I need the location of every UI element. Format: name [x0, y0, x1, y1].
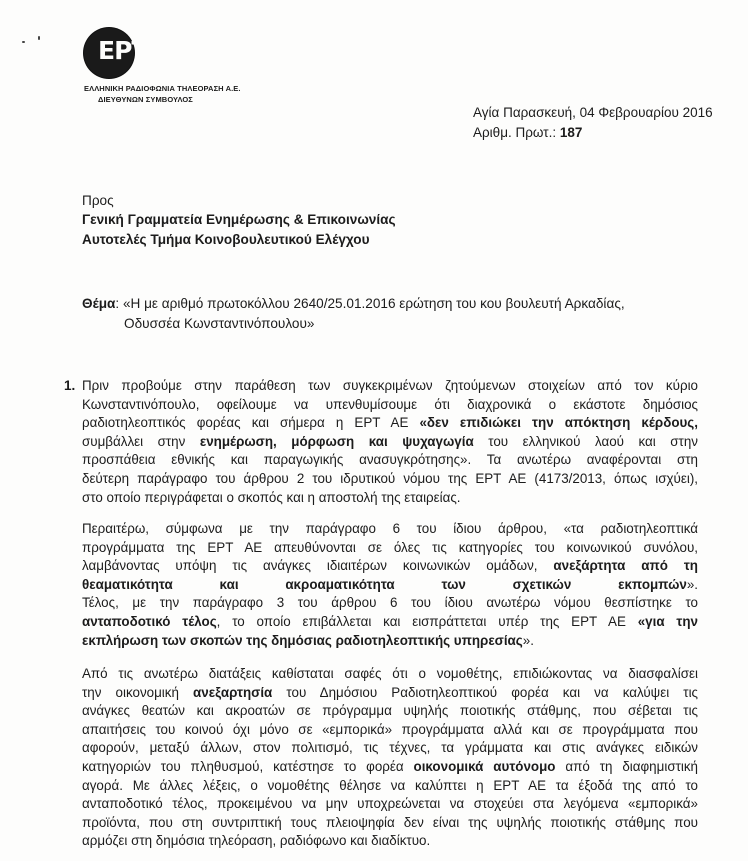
subject-line-2: Οδυσσέα Κωνσταντινόπουλου»	[124, 316, 315, 331]
body-text: συμβάλλει στην	[82, 433, 200, 449]
scan-speck	[38, 36, 40, 40]
ert-logo-text: ΕΡΤ	[98, 36, 148, 65]
bold-text: ανταποδοτικό τέλος	[82, 614, 217, 629]
protocol-line	[473, 125, 582, 140]
recipient-line-1: Γενική Γραμματεία Ενημέρωσης & Επικοινωνίας	[82, 212, 396, 227]
item-number: 1.	[64, 378, 76, 393]
body-text: του Δημόσιου Ραδιοτηλεοπτικού φορέα και να καλύψει τις	[272, 684, 698, 700]
body-line	[82, 722, 698, 738]
body-text: λαμβάνοντας υπόψη τις ανάγκες ιδιαιτέρων κοινωνικών ομάδων,	[82, 558, 554, 574]
body-text: αρμόζει στη δημόσια τηλεόραση, ραδιόφωνο και διαδίκτυο.	[82, 833, 431, 849]
body-text: στο οποίο περιγράφεται ο σκοπός και η αποστολή της εταιρείας.	[82, 489, 461, 505]
protocol-number: 187	[559, 125, 583, 140]
body-text: Κωνσταντινόπουλο, οφείλουμε να υπενθυμίσουμε ότι διαχρονικά ο εκάστοτε δημόσιος	[82, 396, 698, 412]
body-line	[82, 614, 698, 630]
body-line	[82, 703, 698, 719]
body-line	[82, 633, 698, 649]
body-line	[82, 778, 698, 794]
body-line	[82, 521, 698, 537]
body-text: Τέλος, με την παράγραφο 3 του άρθρου 6 του ίδιου ανωτέρω νόμου θεσπίστηκε το	[82, 595, 698, 611]
bold-text: θεαματικότητα και ακροαματικότητα των σχετικών εκπομπών	[82, 576, 687, 592]
subject-line-1: : «Η με αριθμό πρωτοκόλλου 2640/25.01.2016 ερώτηση του κου βουλευτή Αρκαδίας,	[115, 296, 625, 311]
body-text: Περαιτέρω, σύμφωνα με την παράγραφο 6 του ίδιου άρθρου, «τα ραδιοτηλεοπτικά	[82, 521, 698, 536]
recipient-to-label: Προς	[82, 193, 114, 208]
recipient-line-2: Αυτοτελές Τμήμα Κοινοβουλευτικού Ελέγχου	[82, 232, 370, 247]
body-line	[82, 595, 698, 611]
bold-text: οικονομικά αυτόνομο	[413, 759, 556, 774]
scan-speck	[22, 41, 25, 43]
bold-text: «για την	[637, 614, 698, 629]
body-line	[82, 540, 698, 556]
body-text: αφορούν, μεταξύ άλλων, στον πολιτισμό, τις τέχνες, τα γράμματα και στις ανάγκες ειδικών	[82, 740, 698, 756]
body-text: , το οποίο επιβάλλεται και εισπράττεται υπέρ της ΕΡΤ ΑΕ	[216, 614, 638, 629]
body-line	[82, 471, 698, 487]
body-text: προϊόντα, που στη συντριπτική τους πλειοψηφία δεν είναι της υψηλής ποιοτικής στάθμης που	[82, 814, 698, 830]
org-name: ΕΛΛΗΝΙΚΗ ΡΑΔΙΟΦΩΝΙΑ ΤΗΛΕΟΡΑΣΗ Α.Ε.	[84, 84, 241, 93]
body-line	[82, 452, 698, 468]
body-text: την οικονομική	[82, 684, 194, 700]
body-text: δεύτερη παράγραφο του άρθρου 2 του ιδρυτικού νόμου της ΕΡΤ ΑΕ (4173/2013, όπως ισχύει),	[82, 471, 698, 486]
body-line	[82, 577, 698, 593]
body-text: αγορά. Με άλλες λέξεις, ο νομοθέτης θέλησε να καλύπτει η ΕΡΤ ΑΕ τα έξοδά της από το	[82, 777, 698, 793]
body-text: προσπάθεια εθνικής και παραγωγικής ανασυγκρότησης». Τα ανωτέρω αναφέρονται στη	[82, 452, 698, 468]
body-text: Από τις ανωτέρω διατάξεις καθίσταται σαφές ότι ο νομοθέτης, επιδιώκοντας να διασφαλίσει	[82, 666, 698, 681]
bold-text: εκπλήρωση των σκοπών της δημόσιας ραδιοτηλεοπτικής υπηρεσίας	[82, 632, 523, 648]
body-text: ».	[522, 632, 534, 648]
body-text: ».	[686, 576, 698, 592]
body-line	[82, 558, 698, 574]
bold-text: «δεν επιδιώκει την απόκτηση κέρδους,	[419, 415, 698, 431]
letter-date: Αγία Παρασκευή, 04 Φεβρουαρίου 2016	[473, 105, 713, 120]
protocol-label: Αριθμ. Πρωτ.:	[473, 125, 557, 140]
body-line	[82, 833, 698, 849]
subject-block	[82, 296, 625, 311]
body-text: απαιτήσεις του κοινού όχι μόνο σε «εμπορικά» προγράμματα αλλά και σε προγράμματα που	[82, 721, 698, 737]
body-text: Πριν προβούμε στην παράθεση των συγκεκριμένων ζητούμενων στοιχείων από τον κύριο	[82, 378, 698, 393]
bold-text: ανεξαρτησία	[193, 684, 273, 700]
body-line	[82, 378, 698, 394]
body-text: ραδιοτηλεοπτικός φορέας και σήμερα η ΕΡΤ ΑΕ	[82, 415, 420, 431]
body-line	[82, 815, 698, 831]
body-line	[82, 759, 698, 775]
body-text: κατηγοριών του πληθυσμού, κατέστησε το φορέα	[82, 759, 414, 774]
body-text: από τη διαφημιστική	[555, 759, 698, 774]
body-line	[82, 490, 698, 506]
body-text: ανταποδοτικό τέλος, προκειμένου να μην υποχρεώνεται να στοχεύει στα λεγόμενα «εμπορικά»	[82, 796, 698, 812]
org-department: ΔΙΕΥΘΥΝΩΝ ΣΥΜΒΟΥΛΟΣ	[98, 95, 193, 104]
subject-label: Θέμα	[82, 296, 116, 311]
body-text: του ελληνικού λαού και στην	[473, 433, 698, 449]
body-line	[82, 415, 698, 431]
bold-text: ανεξάρτητα από τη	[553, 558, 698, 574]
body-line	[82, 685, 698, 701]
body-line	[82, 796, 698, 812]
bold-text: ενημέρωση, μόρφωση και ψυχαγωγία	[199, 433, 474, 449]
body-line	[82, 434, 698, 450]
body-text: ανάγκες θεατών και ακροατών σε πρόγραμμα υψηλής ποιοτικής στάθμης, που σέβεται τις	[82, 703, 698, 719]
body-line	[82, 740, 698, 756]
body-line	[82, 397, 698, 413]
body-line	[82, 666, 698, 682]
body-text: προγράμματα της ΕΡΤ ΑΕ απευθύνονται σε όλες τις κατηγορίες του κοινωνικού συνόλου,	[82, 539, 698, 555]
